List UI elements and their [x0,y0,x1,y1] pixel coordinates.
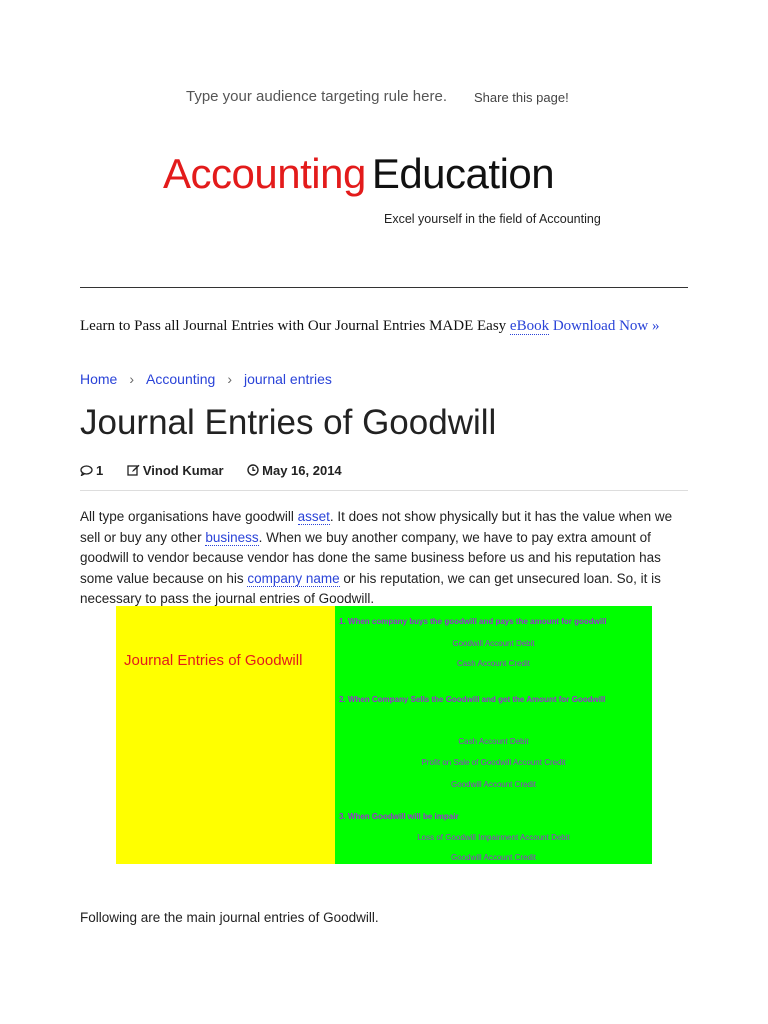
promo-banner [80,318,660,335]
intro-text: . When we buy another company, we have to pay extra amount of goodwill to vendor because vendor has done the same business before us and his reputation has some value because on his [80,529,661,586]
breadcrumb-home[interactable]: Home [80,371,118,387]
entry-line: Goodwill Account Credit [451,853,536,862]
entry-heading-1: 1. When company buys the goodwill and pays the amount for goodwill [339,617,607,626]
share-page-link[interactable]: Share this page! [474,90,569,105]
clock-icon [247,464,259,476]
comments-count: 1 [96,463,104,478]
edit-icon [127,464,140,476]
intro-text: . It does not show physically but it has the value when we sell or buy any other [80,509,673,545]
chevron-right-icon: › [129,371,135,387]
ebook-link[interactable]: eBook [509,318,550,334]
intro-text: All type organisations have goodwill [80,509,298,524]
header-divider [80,287,688,288]
infographic-title: Journal Entries of Goodwill [124,652,303,669]
breadcrumb-journal-entries[interactable]: journal entries [243,371,332,387]
post-date: May 16, 2014 [262,463,342,478]
entry-heading-3: 3. When Goodwill will be impair [339,812,459,821]
comment-icon [80,465,93,476]
asset-link[interactable]: asset [297,509,330,524]
entry-line: Goodwill Account Debit [452,639,535,648]
entry-line: Cash Account Debit [458,737,529,746]
entry-heading-2: 2. When Company Sells the Goodwill and get the Amount for Goodwill [339,695,606,704]
promo-text: Learn to Pass all Journal Entries with Our Journal Entries MADE Easy [80,318,510,334]
entry-line: Cash Account Credit [457,659,530,668]
site-logo[interactable] [163,150,554,198]
date-meta [247,463,342,478]
goodwill-infographic [116,606,652,864]
entry-line: Profit on Sale of Goodwill Account Credit [421,758,566,767]
site-tagline: Excel yourself in the field of Accounting [384,212,601,226]
chevron-right-icon: › [227,371,232,387]
meta-divider [80,490,688,491]
article-intro [80,507,690,610]
post-meta [80,463,362,478]
page-title: Journal Entries of Goodwill [80,403,497,442]
download-now-link[interactable]: Download Now » [549,318,660,334]
company-name-link[interactable]: company name [247,570,340,586]
intro-text: or his reputation, we can get unsecured loan. So, it is necessary to pass the journal entries of Goodwill. [80,570,661,606]
article-following-text: Following are the main journal entries of Goodwill. [80,910,379,925]
business-link[interactable]: business [205,529,259,545]
entry-line: Loss of Goodwill Impairment Account Debit [417,833,570,842]
author-meta[interactable] [127,463,227,478]
breadcrumb-accounting[interactable]: Accounting [146,371,216,387]
logo-education: Education [371,150,555,197]
logo-accounting: Accounting [163,150,366,197]
infographic-title-panel [116,606,335,864]
audience-targeting-text: Type your audience targeting rule here. [186,88,447,105]
breadcrumb [80,371,332,387]
infographic-entries-panel [335,606,652,864]
comments-meta[interactable] [80,463,107,478]
author-name: Vinod Kumar [142,463,224,478]
entry-line: Goodwill Account Credit [451,780,536,789]
